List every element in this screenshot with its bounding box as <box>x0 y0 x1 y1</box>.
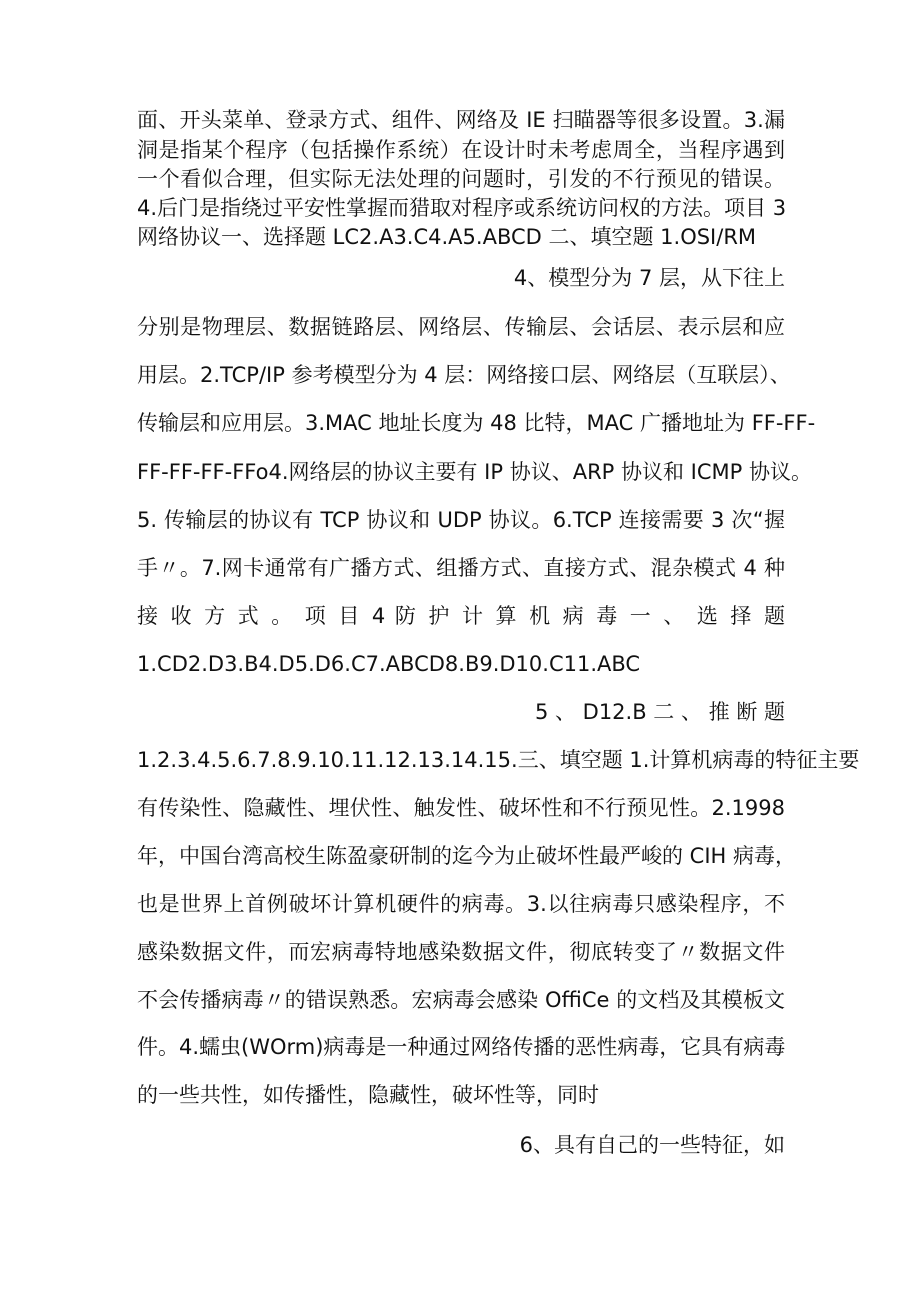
text-line: 面、开头菜单、登录方式、组件、网络及 IE 扫瞄器等很多设置。3.漏 <box>137 108 785 132</box>
text-line: 1.CD2.D3.B4.D5.D6.C7.ABCD8.B9.D10.C11.ABC <box>137 652 641 676</box>
text-line: 网络协议一、选择题 LC2.A3.C4.A5.ABCD 二、填空题 1.OSI/RM <box>137 225 757 249</box>
text-line: 件。4.蠕虫(WOrm)病毒是一种通过网络传播的恶性病毒，它具有病毒 <box>137 1035 786 1059</box>
text-line: 接 收 方 式 。 项 目 4 防 护 计 算 机 病 毒 一 、 选 择 题 <box>137 604 785 628</box>
text-line: 的一些共性，如传播性，隐藏性，破坏性等，同时 <box>137 1083 599 1107</box>
text-line: 年，中国台湾高校生陈盈豪研制的迄今为止破坏性最严峻的 CIH 病毒， <box>137 844 796 868</box>
text-line: 分别是物理层、数据链路层、网络层、传输层、会话层、表示层和应 <box>137 315 785 339</box>
text-line: 4、模型分为 7 层，从下往上 <box>513 266 785 290</box>
text-line: FF-FF-FF-FFo4.网络层的协议主要有 IP 协议、ARP 协议和 ICMP 协议。 <box>137 460 812 484</box>
text-line: 不会传播病毒〃的错误熟悉。宏病毒会感染 OffiCe 的文档及其模板文 <box>137 988 785 1012</box>
text-line: 5 、 D12.B 二 、 推 断 题 <box>534 700 785 724</box>
text-line: 4.后门是指绕过平安性掌握而猎取对程序或系统访问权的方法。项目 3 <box>137 196 787 220</box>
text-line: 传输层和应用层。3.MAC 地址长度为 48 比特，MAC 广播地址为 FF-FF- <box>137 411 816 435</box>
text-line: 6、具有自己的一些特征，如 <box>519 1133 785 1157</box>
text-line: 洞是指某个程序（包括操作系统）在设计时未考虑周全，当程序遇到 <box>137 138 785 162</box>
text-line: 1.2.3.4.5.6.7.8.9.10.11.12.13.14.15.三、填空题 1.计算机病毒的特征主要 <box>137 748 860 772</box>
text-line: 手〃。7.网卡通常有广播方式、组播方式、直接方式、混杂模式 4 种 <box>137 556 785 580</box>
text-line: 5. 传输层的协议有 TCP 协议和 UDP 协议。6.TCP 连接需要 3 次“握 <box>137 508 785 532</box>
text-line: 用层。2.TCP/IP 参考模型分为 4 层：网络接口层、网络层（互联层）、 <box>137 363 791 387</box>
text-line: 也是世界上首例破坏计算机硬件的病毒。3.以往病毒只感染程序，不 <box>137 892 785 916</box>
text-line: 感染数据文件，而宏病毒特地感染数据文件，彻底转变了〃数据文件 <box>137 940 785 964</box>
text-line: 一个看似合理，但实际无法处理的问题时，引发的不行预见的错误。 <box>137 167 785 191</box>
text-line: 有传染性、隐藏性、埋伏性、触发性、破坏性和不行预见性。2.1998 <box>137 796 785 820</box>
